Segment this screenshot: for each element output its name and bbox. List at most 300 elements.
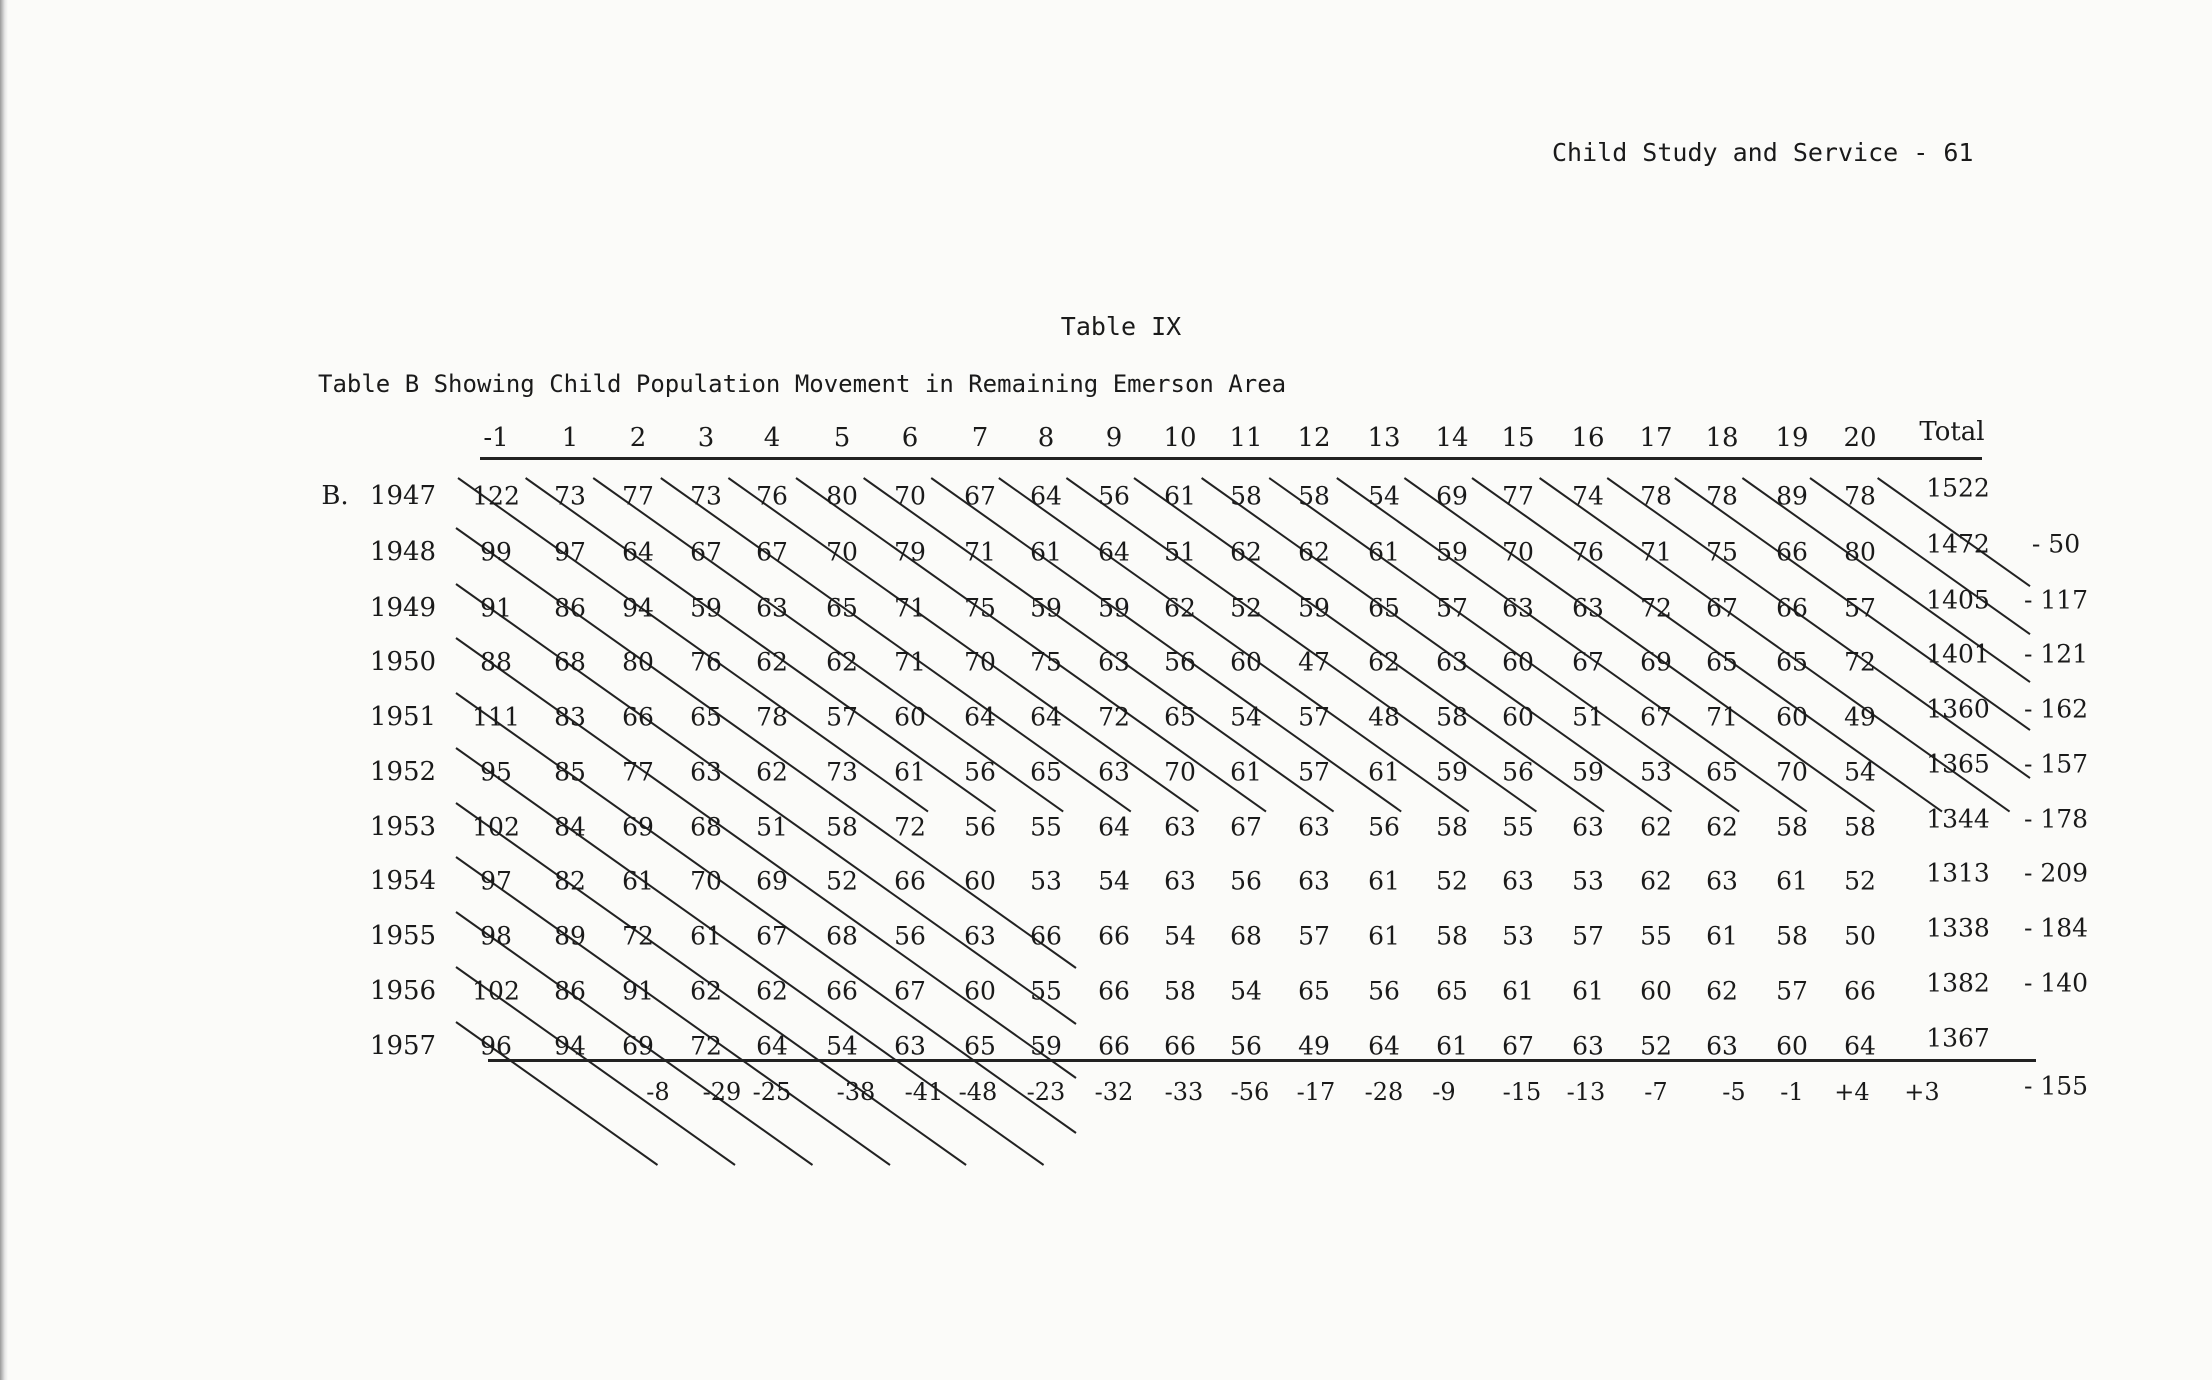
column-header: 5 <box>833 423 851 453</box>
table-cell: 54 <box>1230 976 1262 1006</box>
table-cell: 52 <box>1436 866 1468 896</box>
column-header: 13 <box>1367 423 1401 453</box>
table-cell: 54 <box>1844 757 1876 787</box>
table-cell: 86 <box>554 976 586 1006</box>
table-cell: 102 <box>472 812 520 842</box>
table-cell: 59 <box>1436 757 1468 787</box>
table-cell: 56 <box>1164 647 1196 677</box>
cohort-difference: -9 <box>1432 1078 1456 1106</box>
table-cell: 88 <box>480 647 512 677</box>
table-cell: 52 <box>1640 1031 1672 1061</box>
table-cell: 80 <box>826 481 858 511</box>
cohort-difference: +4 <box>1834 1078 1870 1106</box>
table-cell: 76 <box>1572 537 1604 567</box>
table-cell: 62 <box>1640 812 1672 842</box>
table-cell: 62 <box>826 647 858 677</box>
row-year-label: 1953 <box>369 812 437 842</box>
table-cell: 71 <box>1640 537 1672 567</box>
table-cell: 86 <box>554 593 586 623</box>
table-cell: 53 <box>1030 866 1062 896</box>
table-cell: 59 <box>1030 593 1062 623</box>
table-cell: 62 <box>1368 647 1400 677</box>
table-cell: 58 <box>1436 921 1468 951</box>
table-cell: 56 <box>894 921 926 951</box>
table-cell: 74 <box>1572 481 1604 511</box>
row-total: 1360 <box>1926 694 1990 724</box>
cohort-difference: -33 <box>1164 1078 1204 1106</box>
table-cell: 56 <box>1502 757 1534 787</box>
table-cell: 79 <box>894 537 926 567</box>
table-cell: 73 <box>690 481 722 511</box>
table-cell: 75 <box>964 593 996 623</box>
table-cell: 63 <box>1298 866 1330 896</box>
table-cell: 96 <box>480 1031 512 1061</box>
table-cell: 66 <box>1098 921 1130 951</box>
table-cell: 65 <box>1030 757 1062 787</box>
table-cell: 48 <box>1368 702 1400 732</box>
table-cell: 54 <box>1098 866 1130 896</box>
table-cell: 85 <box>554 757 586 787</box>
table-cell: 76 <box>756 481 788 511</box>
table-cell: 70 <box>894 481 926 511</box>
table-cell: 72 <box>1844 647 1876 677</box>
column-header: 6 <box>901 423 919 453</box>
table-cell: 61 <box>1706 921 1738 951</box>
table-cell: 56 <box>1098 481 1130 511</box>
row-year-label: 1949 <box>369 593 437 623</box>
table-cell: 69 <box>756 866 788 896</box>
table-cell: 97 <box>480 866 512 896</box>
table-cell: 67 <box>894 976 926 1006</box>
table-cell: 66 <box>1844 976 1876 1006</box>
table-cell: 63 <box>1572 812 1604 842</box>
column-header: 10 <box>1163 423 1197 453</box>
table-cell: 70 <box>1164 757 1196 787</box>
table-cell: 64 <box>1844 1031 1876 1061</box>
table-cell: 70 <box>1776 757 1808 787</box>
table-cell: 122 <box>472 481 520 511</box>
column-header: 11 <box>1229 423 1263 453</box>
table-cell: 52 <box>1844 866 1876 896</box>
table-cell: 52 <box>826 866 858 896</box>
column-header: 2 <box>629 423 647 453</box>
row-change-from-1947: - 140 <box>2023 968 2089 998</box>
table-cell: 65 <box>1436 976 1468 1006</box>
table-cell: 71 <box>894 593 926 623</box>
column-header: 3 <box>697 423 715 453</box>
cohort-difference: -38 <box>836 1078 876 1106</box>
table-cell: 78 <box>1640 481 1672 511</box>
row-year-label: 1952 <box>369 757 437 787</box>
row-year-label: 1954 <box>369 866 437 896</box>
table-cell: 94 <box>554 1031 586 1061</box>
table-cell: 69 <box>622 812 654 842</box>
row-total: 1405 <box>1926 585 1990 615</box>
table-cell: 63 <box>1502 866 1534 896</box>
column-header: 12 <box>1297 423 1331 453</box>
table-cell: 80 <box>1844 537 1876 567</box>
column-header: 1 <box>561 423 579 453</box>
table-cell: 67 <box>1230 812 1262 842</box>
table-cell: 62 <box>756 757 788 787</box>
table-cell: 51 <box>1164 537 1196 567</box>
table-cell: 60 <box>1502 647 1534 677</box>
section-label: B. <box>321 481 349 511</box>
table-cell: 94 <box>622 593 654 623</box>
table-cell: 68 <box>1230 921 1262 951</box>
table-cell: 61 <box>1368 757 1400 787</box>
table-cell: 67 <box>756 921 788 951</box>
cohort-difference: -48 <box>958 1078 998 1106</box>
cohort-difference: -15 <box>1502 1078 1542 1106</box>
table-cell: 60 <box>964 976 996 1006</box>
table-cell: 55 <box>1030 812 1062 842</box>
row-change-from-1947: - 157 <box>2023 749 2089 779</box>
table-cell: 102 <box>472 976 520 1006</box>
table-cell: 57 <box>1298 921 1330 951</box>
table-cell: 62 <box>1164 593 1196 623</box>
table-cell: 111 <box>472 702 520 732</box>
table-cell: 60 <box>1502 702 1534 732</box>
cohort-difference: -5 <box>1722 1078 1746 1106</box>
table-cell: 77 <box>622 481 654 511</box>
table-cell: 68 <box>690 812 722 842</box>
row-total: 1365 <box>1926 749 1990 779</box>
table-cell: 63 <box>690 757 722 787</box>
cohort-difference: -32 <box>1094 1078 1134 1106</box>
table-cell: 49 <box>1844 702 1876 732</box>
row-change-from-1947: - 178 <box>2023 804 2089 834</box>
grand-change: - 155 <box>2023 1071 2089 1101</box>
table-cell: 58 <box>1776 812 1808 842</box>
table-cell: 91 <box>480 593 512 623</box>
table-cell: 63 <box>964 921 996 951</box>
table-cell: 72 <box>894 812 926 842</box>
table-cell: 62 <box>1706 812 1738 842</box>
table-cell: 62 <box>1298 537 1330 567</box>
table-cell: 60 <box>1776 702 1808 732</box>
table-cell: 54 <box>1368 481 1400 511</box>
table-cell: 54 <box>1164 921 1196 951</box>
table-cell: 66 <box>1098 1031 1130 1061</box>
table-cell: 72 <box>1640 593 1672 623</box>
row-total: 1338 <box>1926 913 1990 943</box>
table-cell: 99 <box>480 537 512 567</box>
table-cell: 60 <box>1230 647 1262 677</box>
table-cell: 67 <box>964 481 996 511</box>
column-header: 17 <box>1639 423 1673 453</box>
table-cell: 63 <box>1706 1031 1738 1061</box>
table-cell: 70 <box>690 866 722 896</box>
table-cell: 98 <box>480 921 512 951</box>
row-year-label: 1947 <box>369 481 437 511</box>
table-cell: 83 <box>554 702 586 732</box>
table-cell: 68 <box>554 647 586 677</box>
table-cell: 72 <box>622 921 654 951</box>
table-cell: 60 <box>1776 1031 1808 1061</box>
table-cell: 52 <box>1230 593 1262 623</box>
table-cell: 64 <box>1030 481 1062 511</box>
row-change-from-1947: - 50 <box>2031 529 2081 559</box>
table-cell: 64 <box>964 702 996 732</box>
row-change-from-1947: - 162 <box>2023 694 2089 724</box>
column-header: 7 <box>971 423 989 453</box>
cohort-difference: +3 <box>1904 1078 1940 1106</box>
table-cell: 69 <box>1640 647 1672 677</box>
table-cell: 72 <box>1098 702 1130 732</box>
table-cell: 57 <box>1776 976 1808 1006</box>
table-cell: 60 <box>1640 976 1672 1006</box>
row-total: 1401 <box>1926 639 1990 669</box>
column-header: 18 <box>1705 423 1739 453</box>
table-cell: 67 <box>1640 702 1672 732</box>
table-cell: 61 <box>894 757 926 787</box>
header-rule <box>480 457 1982 460</box>
table-cell: 47 <box>1298 647 1330 677</box>
cohort-difference: -29 <box>702 1078 742 1106</box>
table-cell: 55 <box>1502 812 1534 842</box>
table-cell: 66 <box>826 976 858 1006</box>
table-cell: 64 <box>756 1031 788 1061</box>
table-cell: 56 <box>964 812 996 842</box>
table-cell: 65 <box>1164 702 1196 732</box>
table-cell: 54 <box>1230 702 1262 732</box>
column-header: 4 <box>763 423 781 453</box>
table-caption: Table B Showing Child Population Movement in Remaining Emerson Area <box>318 370 1287 398</box>
table-cell: 63 <box>1298 812 1330 842</box>
table-cell: 82 <box>554 866 586 896</box>
table-cell: 80 <box>622 647 654 677</box>
table-cell: 59 <box>1098 593 1130 623</box>
table-cell: 65 <box>1706 757 1738 787</box>
table-cell: 66 <box>1776 537 1808 567</box>
row-change-from-1947: - 209 <box>2023 858 2089 888</box>
cohort-diagonal-line <box>1607 478 2030 778</box>
table-cell: 61 <box>1164 481 1196 511</box>
table-cell: 75 <box>1030 647 1062 677</box>
table-cell: 53 <box>1502 921 1534 951</box>
table-cell: 57 <box>1298 757 1330 787</box>
table-cell: 70 <box>964 647 996 677</box>
table-cell: 63 <box>1164 812 1196 842</box>
table-cell: 89 <box>554 921 586 951</box>
table-cell: 59 <box>1298 593 1330 623</box>
table-cell: 78 <box>1706 481 1738 511</box>
table-cell: 65 <box>964 1031 996 1061</box>
cohort-difference: -7 <box>1644 1078 1668 1106</box>
table-cell: 67 <box>1706 593 1738 623</box>
cohort-difference: -1 <box>1780 1078 1804 1106</box>
table-cell: 67 <box>1572 647 1604 677</box>
table-cell: 65 <box>826 593 858 623</box>
row-year-label: 1956 <box>369 976 437 1006</box>
column-header: 8 <box>1037 423 1055 453</box>
table-cell: 72 <box>690 1031 722 1061</box>
column-header: 20 <box>1843 423 1877 453</box>
table-cell: 61 <box>1436 1031 1468 1061</box>
table-cell: 62 <box>1640 866 1672 896</box>
column-header: 15 <box>1501 423 1535 453</box>
cohort-difference: -25 <box>752 1078 792 1106</box>
table-cell: 77 <box>622 757 654 787</box>
table-cell: 53 <box>1572 866 1604 896</box>
table-cell: 55 <box>1030 976 1062 1006</box>
table-cell: 78 <box>756 702 788 732</box>
table-cell: 63 <box>1098 647 1130 677</box>
table-cell: 64 <box>622 537 654 567</box>
table-cell: 58 <box>1776 921 1808 951</box>
table-cell: 64 <box>1368 1031 1400 1061</box>
table-cell: 53 <box>1640 757 1672 787</box>
table-cell: 66 <box>894 866 926 896</box>
table-cell: 58 <box>1298 481 1330 511</box>
row-total: 1472 <box>1926 529 1990 559</box>
table-cell: 76 <box>690 647 722 677</box>
total-header: Total <box>1919 417 1985 447</box>
table-cell: 65 <box>1776 647 1808 677</box>
table-cell: 60 <box>964 866 996 896</box>
table-cell: 70 <box>826 537 858 567</box>
table-cell: 64 <box>1098 537 1130 567</box>
page-header: Child Study and Service - 61 <box>1552 138 1974 167</box>
cohort-difference: -8 <box>646 1078 670 1106</box>
table-cell: 59 <box>1030 1031 1062 1061</box>
table-cell: 57 <box>1572 921 1604 951</box>
table-cell: 58 <box>1164 976 1196 1006</box>
table-cell: 71 <box>964 537 996 567</box>
table-cell: 56 <box>1368 812 1400 842</box>
table-cell: 50 <box>1844 921 1876 951</box>
table-cell: 78 <box>1844 481 1876 511</box>
table-cell: 55 <box>1640 921 1672 951</box>
table-cell: 69 <box>1436 481 1468 511</box>
table-cell: 61 <box>1368 537 1400 567</box>
table-cell: 57 <box>1436 593 1468 623</box>
table-cell: 56 <box>1230 1031 1262 1061</box>
table-cell: 61 <box>1030 537 1062 567</box>
table-cell: 61 <box>1230 757 1262 787</box>
table-cell: 61 <box>1572 976 1604 1006</box>
table-cell: 57 <box>1298 702 1330 732</box>
table-cell: 58 <box>1436 702 1468 732</box>
cohort-difference: -41 <box>904 1078 944 1106</box>
table-cell: 63 <box>1098 757 1130 787</box>
cohort-difference: -56 <box>1230 1078 1270 1106</box>
table-cell: 49 <box>1298 1031 1330 1061</box>
table-cell: 51 <box>756 812 788 842</box>
table-cell: 59 <box>1436 537 1468 567</box>
cohort-difference: -13 <box>1566 1078 1606 1106</box>
cohort-diagonal-line <box>1810 478 2030 634</box>
table-cell: 61 <box>1776 866 1808 896</box>
table-cell: 61 <box>690 921 722 951</box>
table-cell: 65 <box>1298 976 1330 1006</box>
table-cell: 66 <box>1776 593 1808 623</box>
table-cell: 60 <box>894 702 926 732</box>
table-cell: 91 <box>622 976 654 1006</box>
table-cell: 64 <box>1030 702 1062 732</box>
table-cell: 63 <box>1502 593 1534 623</box>
table-cell: 59 <box>1572 757 1604 787</box>
table-cell: 63 <box>894 1031 926 1061</box>
cohort-difference: -28 <box>1364 1078 1404 1106</box>
table-cell: 63 <box>1572 593 1604 623</box>
table-cell: 57 <box>1844 593 1876 623</box>
table-cell: 84 <box>554 812 586 842</box>
cohort-difference: -17 <box>1296 1078 1336 1106</box>
table-cell: 62 <box>1230 537 1262 567</box>
row-total: 1344 <box>1926 804 1990 834</box>
table-cell: 62 <box>690 976 722 1006</box>
table-cell: 67 <box>690 537 722 567</box>
table-title: Table IX <box>1060 312 1182 341</box>
row-year-label: 1951 <box>369 702 437 732</box>
table-cell: 58 <box>826 812 858 842</box>
table-cell: 61 <box>622 866 654 896</box>
table-cell: 51 <box>1572 702 1604 732</box>
column-header: -1 <box>483 423 509 453</box>
table-cell: 56 <box>1368 976 1400 1006</box>
table-cell: 62 <box>756 647 788 677</box>
table-cell: 67 <box>1502 1031 1534 1061</box>
table-cell: 71 <box>894 647 926 677</box>
table-cell: 63 <box>1164 866 1196 896</box>
table-cell: 65 <box>690 702 722 732</box>
table-cell: 63 <box>756 593 788 623</box>
row-total: 1313 <box>1926 858 1990 888</box>
table-cell: 70 <box>1502 537 1534 567</box>
row-change-from-1947: - 117 <box>2023 585 2089 615</box>
table-cell: 63 <box>1436 647 1468 677</box>
row-total: 1522 <box>1926 473 1990 503</box>
table-cell: 65 <box>1706 647 1738 677</box>
cohort-diagonal-line <box>456 748 1044 1165</box>
column-header: 19 <box>1775 423 1809 453</box>
table-cell: 64 <box>1098 812 1130 842</box>
table-cell: 54 <box>826 1031 858 1061</box>
table-cell: 58 <box>1436 812 1468 842</box>
table-cell: 67 <box>756 537 788 567</box>
table-cell: 59 <box>690 593 722 623</box>
table-cell: 61 <box>1368 866 1400 896</box>
table-cell: 63 <box>1706 866 1738 896</box>
table-cell: 62 <box>1706 976 1738 1006</box>
row-year-label: 1950 <box>369 647 437 677</box>
table-cell: 61 <box>1368 921 1400 951</box>
table-cell: 62 <box>756 976 788 1006</box>
table-cell: 73 <box>826 757 858 787</box>
row-year-label: 1955 <box>369 921 437 951</box>
row-change-from-1947: - 184 <box>2023 913 2089 943</box>
table-cell: 97 <box>554 537 586 567</box>
column-header: 9 <box>1105 423 1123 453</box>
row-total: 1367 <box>1926 1023 1990 1053</box>
table-cell: 95 <box>480 757 512 787</box>
table-cell: 73 <box>554 481 586 511</box>
table-cell: 71 <box>1706 702 1738 732</box>
table-cell: 89 <box>1776 481 1808 511</box>
table-cell: 77 <box>1502 481 1534 511</box>
row-year-label: 1957 <box>369 1031 437 1061</box>
row-year-label: 1948 <box>369 537 437 567</box>
table-cell: 65 <box>1368 593 1400 623</box>
table-cell: 58 <box>1844 812 1876 842</box>
table-cell: 66 <box>1030 921 1062 951</box>
table-cell: 66 <box>1098 976 1130 1006</box>
table-cell: 61 <box>1502 976 1534 1006</box>
table-cell: 66 <box>1164 1031 1196 1061</box>
column-header: 16 <box>1571 423 1605 453</box>
